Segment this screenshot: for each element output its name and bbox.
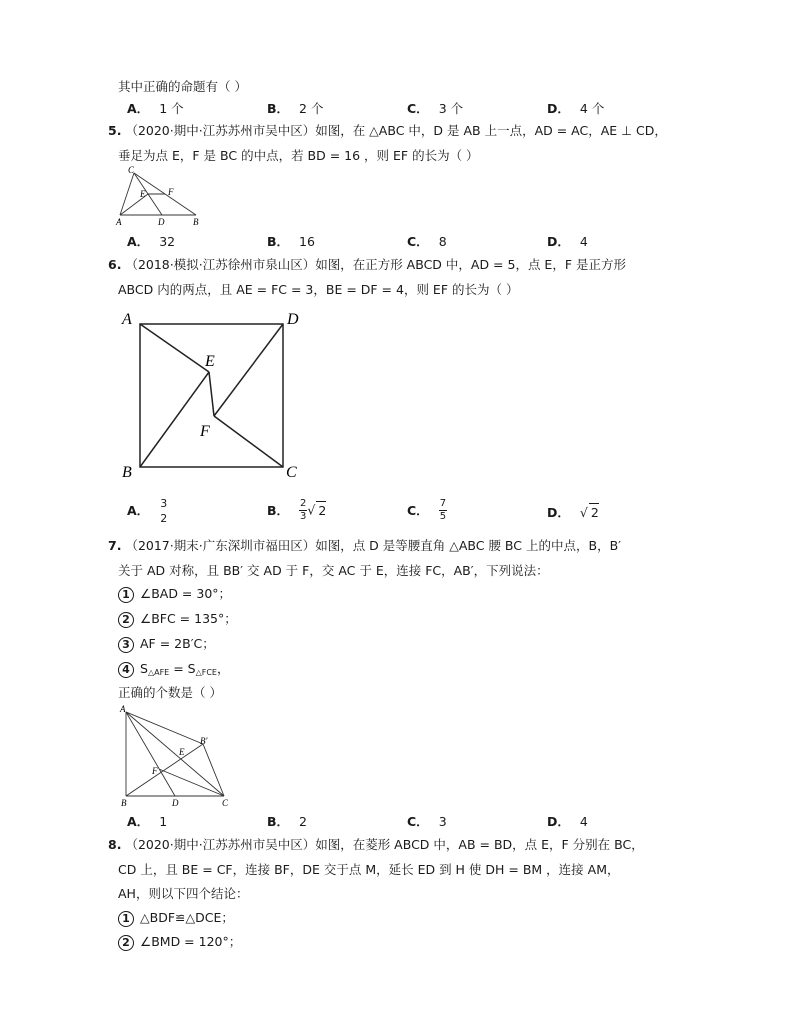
fig5-label-f: F [168,187,174,197]
fig6-label-a: A [122,311,132,328]
question-8-conclusion-2: 2 ∠BMD = 120°； [118,933,241,951]
fig6-label-f: F [200,423,210,440]
question-6-figure [118,305,308,485]
question-7-statement-4: 4 $S_{\triangle AFE} = S_{\triangle FCE}$， [118,660,230,682]
question-7-line-2: 关于 AD 对称，且 BB′ 交 AD 于 F，交 AC 于 E，连接 FC，AB′，下列说法： [118,563,549,578]
question-7-statement-3: 3 AF = 2B′C； [118,635,215,653]
top-option-b: B． 2 个 [267,101,324,116]
question-7-line-1: 7. （2017·期末·广东深圳市福田区）如图，点 D 是等腰直角 △ABC 腰 BC 上的中点，B，B′ [108,538,621,553]
question-5-option-d: D． 4 [547,234,588,249]
top-option-c: C． 3 个 [407,101,464,116]
top-option-d: D． 4 个 [547,101,605,116]
question-8-line-2: CD 上，且 BE = CF，连接 BF，DE 交于点 M，延长 ED 到 H 使 DH = BM ，连接 AM， [118,862,620,877]
fig7-label-f: F [152,766,158,776]
question-7-option-c: C． 3 [407,814,447,829]
question-7-figure [116,702,236,810]
fig7-label-a: A [120,704,126,714]
question-7-option-b: B． 2 [267,814,307,829]
fig7-label-c: C [222,798,229,808]
fig7-label-e: E [179,747,185,757]
fig6-label-d: D [287,311,299,328]
question-7-statement-2: 2 ∠BFC = 135°； [118,610,237,628]
fig6-label-b: B [122,464,132,481]
fig7-label-b-prime: B′ [200,736,208,746]
fig7-label-d: D [172,798,179,808]
question-5-line-1: 5. （2020·期中·江苏苏州市吴中区）如图，在 △ABC 中，D 是 AB 上一点，AD = AC，AE ⊥ CD， [108,123,667,138]
question-5-line-2: 垂足为点 E，F 是 BC 的中点，若 BD = 16 ，则 EF 的长为（ ） [118,148,479,163]
question-7-prompt: 正确的个数是（ ） [118,685,222,700]
top-option-a: A． 1 个 [127,101,184,116]
fig6-label-e: E [205,353,215,370]
question-5-option-a: A． 32 [127,234,176,249]
question-6-option-a: A． 3 2 [127,497,168,525]
question-6-option-b: B． $\frac{2}{3}$ √ 2 [267,498,327,522]
question-6-line-2: ABCD 内的两点，且 AE = FC = 3，BE = DF = 4，则 EF 的长为（ ） [118,282,519,297]
fig5-label-d: D [158,217,165,227]
fig5-label-a: A [116,217,122,227]
fig5-label-e: E [140,189,146,199]
question-8-line-3: AH，则以下四个结论： [118,886,249,901]
fig7-label-b: B [121,798,127,808]
question-8-line-1: 8. （2020·期中·江苏苏州市吴中区）如图，在菱形 ABCD 中，AB = BD，点 E，F 分别在 BC， [108,837,644,852]
question-7-option-d: D． 4 [547,814,588,829]
question-6-option-c: C． $\frac{7}{5}$ [407,498,447,522]
question-5-figure [112,165,207,229]
previous-question-prompt: 其中正确的命题有（ ） [118,79,247,94]
question-5-option-b: B． 16 [267,234,315,249]
question-5-option-c: C． 8 [407,234,447,249]
fig5-label-c: C [128,165,135,175]
question-6-option-d: D． √ 2 [547,505,599,520]
question-7-statement-1: 1 ∠BAD = 30°； [118,585,231,603]
question-7-option-a: A． 1 [127,814,168,829]
question-6-line-1: 6. （2018·模拟·江苏徐州市泉山区）如图，在正方形 ABCD 中，AD = 5，点 E，F 是正方形 [108,257,626,272]
fig5-label-b: B [193,217,199,227]
question-8-conclusion-1: 1 △BDF≌△DCE； [118,909,234,927]
fig6-label-c: C [286,464,297,481]
